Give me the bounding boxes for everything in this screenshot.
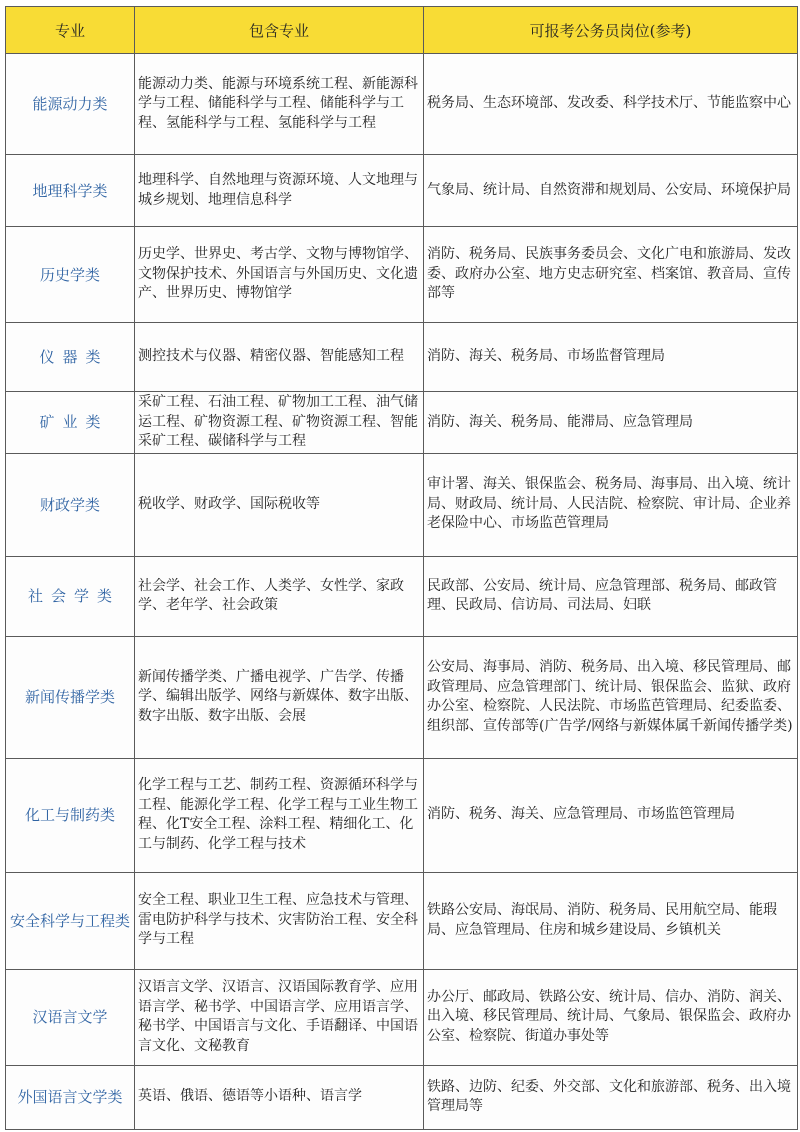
eligible-positions: 消防、税务局、民族事务委员会、文化广电和旅游局、发改委、政府办公室、地方史志研究室、档案馆、教音局、宣传部等 — [424, 227, 798, 323]
majors-civil-service-table — [5, 6, 798, 1130]
included-majors: 地理科学、自然地理与资源环境、人文地理与城乡规划、地理信息科学 — [135, 155, 424, 227]
included-majors: 化学工程与工艺、制药工程、资源循环科学与工程、能源化学工程、化学工程与工业生物工程、化T安全工程、涂料工程、精细化工、化工与制药、化学工程与技术 — [135, 758, 424, 872]
major-name: 历史学类 — [6, 227, 135, 323]
major-name: 化工与制药类 — [6, 758, 135, 872]
included-majors: 安全工程、职业卫生工程、应急技术与管理、雷电防护科学与技术、灾害防治工程、安全科学与工程 — [135, 872, 424, 969]
included-majors: 税收学、财政学、国际税收等 — [135, 453, 424, 556]
eligible-positions: 公安局、海事局、消防、税务局、出入境、移民管理局、邮政管理局、应急管理部门、统计局、银保监会、监狱、政府办公室、检察院、人民法院、市场监芭管理局、纪委监委、组织部、宣传部等(广告学/网络与新媒体属千新闻传播学类) — [424, 636, 798, 758]
eligible-positions: 消防、海关、税务局、能滞局、应急管理局 — [424, 392, 798, 454]
table-header-row — [6, 7, 798, 54]
included-majors: 社会学、社会工作、人类学、女性学、家政学、老年学、社会政策 — [135, 556, 424, 636]
table-row — [6, 556, 798, 636]
major-name: 汉语言文学 — [6, 969, 135, 1065]
table-row — [6, 227, 798, 323]
major-name: 安全科学与工程类 — [6, 872, 135, 969]
major-name: 仪器类 — [6, 323, 135, 392]
included-majors: 能源动力类、能源与环境系统工程、新能源科学与工程、储能科学与工程、储能科学与工程、氢能科学与工程、氢能科学与工程 — [135, 54, 424, 155]
table-row — [6, 155, 798, 227]
major-name: 能源动力类 — [6, 54, 135, 155]
table-row — [6, 323, 798, 392]
header-included-majors: 包含专业 — [135, 7, 424, 54]
eligible-positions: 办公厅、邮政局、铁路公安、统计局、信办、消防、润关、出入境、移民管理局、统计局、气象局、银保监会、政府办公室、检察院、街道办事处等 — [424, 969, 798, 1065]
eligible-positions: 税务局、生态环境部、发改委、科学技术厅、节能监察中心 — [424, 54, 798, 155]
included-majors: 新闻传播学类、广播电视学、广告学、传播学、编辑出版学、网络与新媒体、数字出版、数字出版、数字出版、会展 — [135, 636, 424, 758]
eligible-positions: 气象局、统计局、自然资滞和规划局、公安局、环境保护局 — [424, 155, 798, 227]
eligible-positions: 审计署、海关、银保监会、税务局、海事局、出入境、统计局、财政局、统计局、人民洁院、检察院、审计局、企业养老保险中心、市场监芭管理局 — [424, 453, 798, 556]
included-majors: 采矿工程、石油工程、矿物加工工程、油气储运工程、矿物资源工程、矿物资源工程、智能采矿工程、碳储科学与工程 — [135, 392, 424, 454]
eligible-positions: 消防、税务、海关、应急管理局、市场监笆管理局 — [424, 758, 798, 872]
major-name: 新闻传播学类 — [6, 636, 135, 758]
eligible-positions: 消防、海关、税务局、市场监督管理局 — [424, 323, 798, 392]
included-majors: 历史学、世界史、考古学、文物与博物馆学、文物保护技术、外国语言与外国历史、文化遗产、世界历史、博物馆学 — [135, 227, 424, 323]
included-majors: 英语、俄语、德语等小语种、语言学 — [135, 1065, 424, 1129]
header-eligible-positions: 可报考公务员岗位(参考) — [424, 7, 798, 54]
included-majors: 测控技术与仪器、精密仪器、智能感知工程 — [135, 323, 424, 392]
major-name: 地理科学类 — [6, 155, 135, 227]
header-major: 专业 — [6, 7, 135, 54]
eligible-positions: 铁路公安局、海氓局、消防、税务局、民用航空局、能瑕局、应急管理局、住房和城乡建设局、乡镇机关 — [424, 872, 798, 969]
table-row — [6, 392, 798, 454]
included-majors: 汉语言文学、汉语言、汉语国际教育学、应用语言学、秘书学、中国语言学、应用语言学、秘书学、中国语言与文化、手语翻译、中国语言文化、文秘教育 — [135, 969, 424, 1065]
table-row — [6, 872, 798, 969]
table-row — [6, 636, 798, 758]
major-name: 矿业类 — [6, 392, 135, 454]
eligible-positions: 铁路、边防、纪委、外交部、文化和旅游部、税务、出入境管理局等 — [424, 1065, 798, 1129]
major-name: 财政学类 — [6, 453, 135, 556]
table-row — [6, 1065, 798, 1129]
table-row — [6, 453, 798, 556]
table-row — [6, 54, 798, 155]
major-name: 社会学类 — [6, 556, 135, 636]
eligible-positions: 民政部、公安局、统计局、应急管理部、税务局、邮政管理、民政局、信访局、司法局、妇联 — [424, 556, 798, 636]
table-row — [6, 969, 798, 1065]
major-name: 外国语言文学类 — [6, 1065, 135, 1129]
table-row — [6, 758, 798, 872]
majors-table-container — [5, 6, 797, 1130]
